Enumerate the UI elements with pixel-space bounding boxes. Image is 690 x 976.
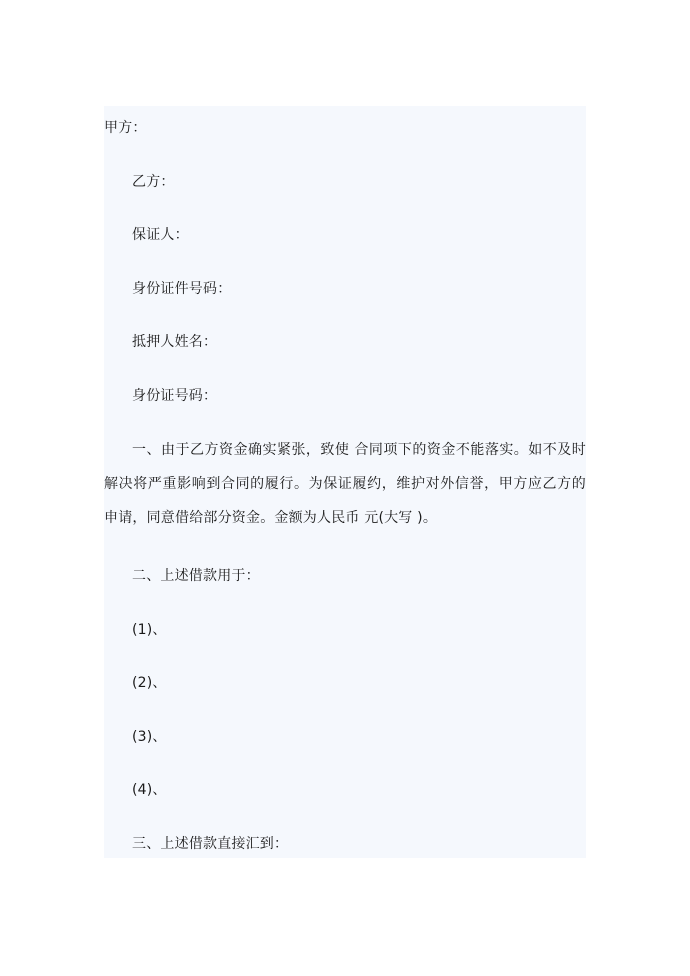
loan-use-item-3: (3)、 xyxy=(132,729,167,745)
id-card-number-label: 身份证号码： xyxy=(132,388,218,404)
loan-use-item-4: (4)、 xyxy=(132,782,167,798)
clause-1-paragraph: 一、由于乙方资金确实紧张，致使 合同项下的资金不能落实。如不及时解决将严重影响到合同的履行。为保证履约，维护对外信誉，甲方应乙方的申请，同意借给部分资金。金额为人民币 元(大写 )。 xyxy=(104,442,586,526)
loan-use-item-1: (1)、 xyxy=(132,622,167,638)
party-b-label: 乙方： xyxy=(132,174,175,190)
document-page xyxy=(104,106,586,858)
guarantor-label: 保证人： xyxy=(132,227,189,243)
mortgagor-name-label: 抵押人姓名： xyxy=(132,334,218,350)
clause-2-heading: 二、上述借款用于： xyxy=(132,568,260,584)
id-number-label: 身份证件号码： xyxy=(132,281,232,297)
party-a-label: 甲方： xyxy=(104,120,147,136)
loan-use-item-2: (2)、 xyxy=(132,675,167,691)
clause-3-heading: 三、上述借款直接汇到： xyxy=(132,836,289,852)
